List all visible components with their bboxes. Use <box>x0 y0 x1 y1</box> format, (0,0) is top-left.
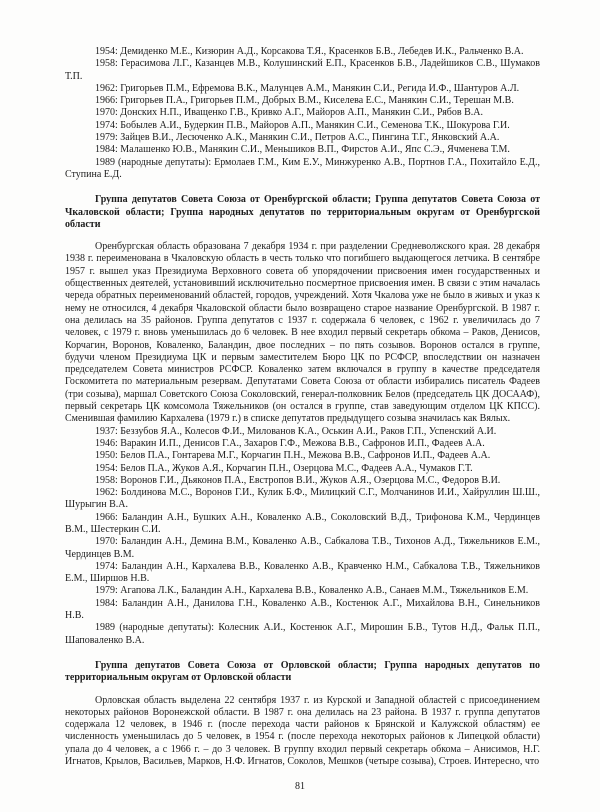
deputy-year-entry-1974-orb: 1974: Баландин А.Н., Кархалева В.В., Коваленко А.В., Кравченко Н.М., Сабкалова Т.В., Тяжельников Е.М., Ширшов Н.В. <box>65 560 540 585</box>
deputy-year-entry-1962: 1962: Григорьев П.М., Ефремова В.К., Малунцев А.М., Манякин С.И., Регида И.Ф., Шантуров А.Л. <box>95 82 520 94</box>
deputy-year-entry-1958: 1958: Герасимова Л.Г., Казанцев М.В., Колушинский Е.П., Красенков Б.В., Ладейшиков С.В., Шумаков Т.П. <box>65 58 540 82</box>
deputy-year-entry-1989: 1989 (народные депутаты): Ермолаев Г.М., Ким Е.У., Минжуренко А.В., Портнов Г.А., Похитайло Е.Д., Ступина Е.Д. <box>65 156 540 180</box>
deputy-year-entry-1984: 1984: Малашенко Ю.В., Манякин С.И., Меньшиков В.П., Фирстов А.И., Япс С.Э., Ячменева Т.М. <box>95 144 510 156</box>
deputy-year-entry-1970: 1970: Донских Н.П., Иващенко Г.В., Кривко А.Г., Майоров А.П., Манякин С.И., Рябов В.А. <box>95 107 483 119</box>
section-heading-oryol: Группа депутатов Совета Союза от Орловской области; Группа народных депутатов по территориальным округам от Орловской области <box>65 659 540 684</box>
deputy-year-entry-1962-orb: 1962: Болдинова М.С., Воронов Г.И., Кулик Б.Ф., Милицкий С.Г., Молчанинов И.И., Хайруллин Ш.Ш., Шурыгин В.А. <box>65 487 540 511</box>
page-number: 81 <box>295 781 305 792</box>
deputy-year-entry-1950: 1950: Белов П.А., Гонтарева М.Г., Корчагин П.Н., Межова В.В., Сафронов И.П., Фадеев А.А. <box>95 450 491 462</box>
body-paragraph-orenburg: Оренбургская область образована 7 декабря 1934 г. при разделении Средневолжского края. 28 декабря 1938 г. переименована в Чкаловскую область в честь только что погибшего выдающегося летчика. В сентябре 1957 г. вышел указ Президиума Верховного совета об упорядочении присвоения имен государственных и общественных деятелей, установивший исключительно посмертное присвоения имен. В связи с этим началась череда обратных переименований областей, городов, учреждений. Хотя Чкалова уже не было в живых и указ к нему не относился, 4 декабря Чкаловской области было возвращено старое название Оренбургской. В 1987 г. она делилась на 35 районов. Группа депутатов с 1937 г. содержала 6 человек, с 1962 г. увеличилась до 7 человек, с 1979 г. вновь уменьшилась до 6 человек. В нее входил первый секретарь обкома – Раков, Денисов, Корчагин, Воронов, Коваленко, Баландин, двое последних – по пять созывов. Воронов остался в группе, будучи членом Президиума ЦК и первым заместителем Бюро ЦК по РСФСР, впоследствии он назначен председателем Совета министров РСФСР. Коваленко затем включался в группу в качестве председателя Госкомитета по материальным резервам. Депутатами Совета Союза от области избирались писатель Фадеев (три созыва), маршал Советского Союза Соколовский, генерал-полковник Белов (председатель ЦК ДОСААФ), первый секретарь ЦК комсомола Тяжельников (он остался в группе, став заведующим отделом ЦК КПСС). Сменившая фамилию Кархалева (1979 г.) в списке депутатов предыдущего созыва значилась как Вялых. <box>65 241 540 425</box>
section-heading-orenburg: Группа депутатов Совета Союза от Оренбургской области; Группа депутатов Совета Союза от Чкаловской области; Группа народных депутатов по территориальным округам от Оренбургской области <box>65 194 540 230</box>
page-content <box>65 46 540 768</box>
deputy-year-entry-1979-orb: 1979: Агапова Л.К., Баландин А.Н., Кархалева В.В., Коваленко А.В., Санаев М.М., Тяжельников Е.М. <box>95 585 529 597</box>
deputy-year-entry-1937: 1937: Беззубов Я.А., Колесов Ф.И., Милованов К.А., Оськин А.И., Раков Г.П., Успенский А.И. <box>95 425 497 437</box>
deputy-year-entry-1970-orb: 1970: Баландин А.Н., Демина В.М., Коваленко А.В., Сабкалова Т.В., Тихонов А.Д., Тяжельников Е.М., Чердинцев В.М. <box>65 536 540 560</box>
body-paragraph-oryol: Орловская область выделена 22 сентября 1937 г. из Курской и Западной областей с присоединением некоторых районов Воронежской области. В 1987 г. она делилась на 23 района. В 1937 г. группа депутатов содержала 12 человек, в 1946 г. (после перехода части районов к Брянской и Калужской областям) ее численность уменьшилась до 5 человек, в 1954 г. (после перехода некоторых районов к Липецкой области) упала до 4 человек, а с 1966 г. – до 3 человек. В группу входил первый секретарь обкома – Анисимов, Н.Г. Игнатов, Крылов, Васильев, Марков, Н.Ф. Игнатов, Соколов, Мешков (четыре созыва), Строев. Интересно, что <box>65 694 540 768</box>
deputy-year-entry-1954-orb: 1954: Белов П.А., Жуков А.Я., Корчагин П.Н., Озерцова М.С., Фадеев А.А., Чумаков Г.Т. <box>95 462 473 474</box>
deputy-year-entry-1979: 1979: Зайцев В.И., Лесюченко А.К., Манякин С.И., Петров А.С., Пингина Т.Г., Янковский А.А. <box>95 132 500 144</box>
deputy-year-entry-1966-orb: 1966: Баландин А.Н., Бушких А.Н., Коваленко А.В., Соколовский В.Д., Трифонова К.М., Чердинцев В.М., Шестеркин С.И. <box>65 511 540 535</box>
deputy-year-entry-1946: 1946: Варакин И.П., Денисов Г.А., Захаров Г.Ф., Межова В.В., Сафронов И.П., Фадеев А.А. <box>95 437 485 449</box>
deputy-year-entry-1974: 1974: Бобылев А.И., Будеркин П.В., Майоров А.П., Манякин С.И., Семенова Т.К., Шокурова Г.И. <box>95 119 510 131</box>
deputy-year-entry-1966: 1966: Григорьев П.А., Григорьев П.М., Добрых В.М., Киселева Е.С., Манякин С.И., Терешан М.В. <box>95 95 514 107</box>
deputy-year-entry-1984-orb: 1984: Баландин А.Н., Данилова Г.Н., Коваленко А.В., Костенюк А.Г., Михайлова В.Н., Синельников Н.В. <box>65 597 540 622</box>
deputy-year-entry-1954: 1954: Демиденко М.Е., Кизюрин А.Д., Корсакова Т.Я., Красенков Б.В., Лебедев И.К., Ральченко В.А. <box>95 46 524 57</box>
deputy-year-entry-1989-orb: 1989 (народные депутаты): Колесник А.И., Костенюк А.Г., Мирошин Б.В., Тутов Н.Д., Фальк П.П., Шаповаленко В.А. <box>65 622 540 646</box>
deputy-year-entry-1958-orb: 1958: Воронов Г.И., Дьяконов П.А., Евстропов В.И., Жуков А.Я., Озерцова М.С., Федоров В.И. <box>95 474 501 486</box>
